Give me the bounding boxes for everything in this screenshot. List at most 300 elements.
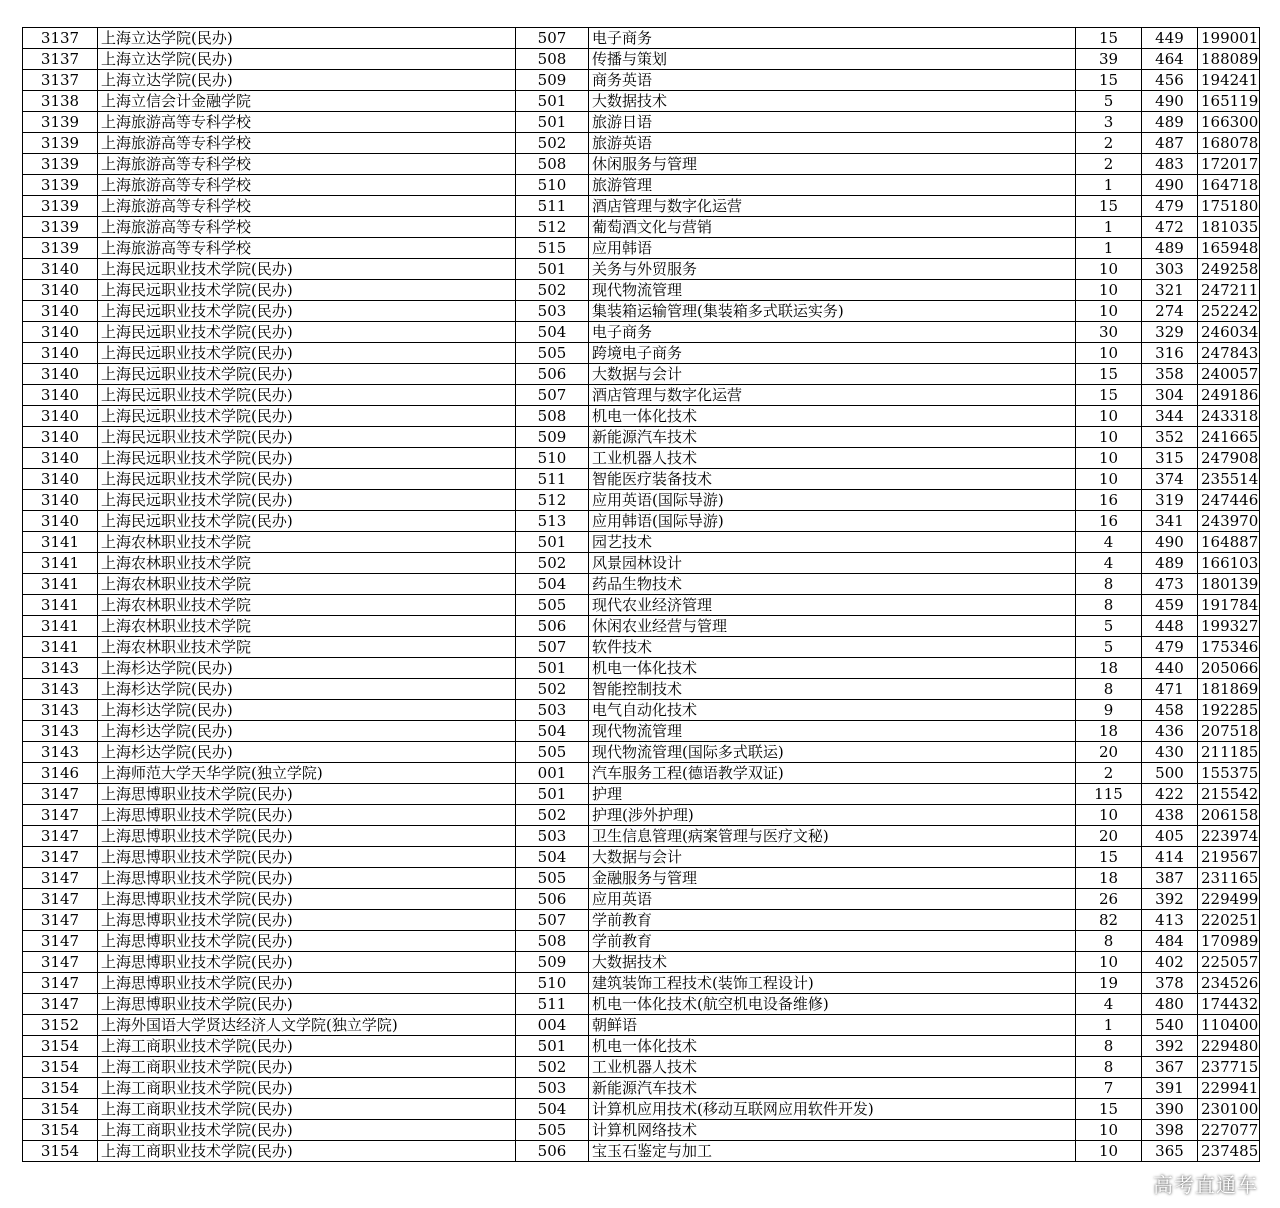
school-name-cell: 上海工商职业技术学院(民办)	[98, 1036, 516, 1057]
major-code-cell: 507	[516, 910, 589, 931]
school-code-cell: 3137	[23, 70, 98, 91]
rank-cell: 243970	[1198, 511, 1260, 532]
school-code-cell: 3143	[23, 679, 98, 700]
min-score-cell: 365	[1142, 1141, 1198, 1162]
table-row	[23, 826, 1260, 847]
school-name-cell: 上海民远职业技术学院(民办)	[98, 385, 516, 406]
rank-cell: 243318	[1198, 406, 1260, 427]
school-name-cell: 上海旅游高等专科学校	[98, 133, 516, 154]
major-code-cell: 509	[516, 952, 589, 973]
table-row	[23, 259, 1260, 280]
school-name-cell: 上海杉达学院(民办)	[98, 742, 516, 763]
plan-count-cell: 1	[1076, 217, 1142, 238]
school-code-cell: 3154	[23, 1057, 98, 1078]
plan-count-cell: 16	[1076, 490, 1142, 511]
table-row	[23, 952, 1260, 973]
plan-count-cell: 39	[1076, 49, 1142, 70]
major-name-cell: 金融服务与管理	[589, 868, 1076, 889]
major-code-cell: 504	[516, 721, 589, 742]
plan-count-cell: 2	[1076, 133, 1142, 154]
school-name-cell: 上海农林职业技术学院	[98, 637, 516, 658]
plan-count-cell: 8	[1076, 679, 1142, 700]
school-name-cell: 上海思博职业技术学院(民办)	[98, 868, 516, 889]
table-row	[23, 406, 1260, 427]
major-code-cell: 515	[516, 238, 589, 259]
major-code-cell: 502	[516, 679, 589, 700]
school-name-cell: 上海民远职业技术学院(民办)	[98, 259, 516, 280]
major-code-cell: 501	[516, 658, 589, 679]
major-name-cell: 新能源汽车技术	[589, 1078, 1076, 1099]
major-name-cell: 宝玉石鉴定与加工	[589, 1141, 1076, 1162]
watermark: 高考直通车	[1153, 1173, 1258, 1197]
school-code-cell: 3140	[23, 469, 98, 490]
school-name-cell: 上海思博职业技术学院(民办)	[98, 805, 516, 826]
school-code-cell: 3141	[23, 616, 98, 637]
rank-cell: 229499	[1198, 889, 1260, 910]
major-name-cell: 智能医疗装备技术	[589, 469, 1076, 490]
table-row	[23, 133, 1260, 154]
rank-cell: 174432	[1198, 994, 1260, 1015]
major-code-cell: 504	[516, 574, 589, 595]
major-code-cell: 501	[516, 1036, 589, 1057]
school-name-cell: 上海杉达学院(民办)	[98, 679, 516, 700]
major-name-cell: 机电一体化技术(航空机电设备维修)	[589, 994, 1076, 1015]
min-score-cell: 489	[1142, 112, 1198, 133]
min-score-cell: 319	[1142, 490, 1198, 511]
school-name-cell: 上海旅游高等专科学校	[98, 175, 516, 196]
rank-cell: 249258	[1198, 259, 1260, 280]
min-score-cell: 438	[1142, 805, 1198, 826]
min-score-cell: 489	[1142, 553, 1198, 574]
table-row	[23, 301, 1260, 322]
school-name-cell: 上海旅游高等专科学校	[98, 196, 516, 217]
table-row	[23, 469, 1260, 490]
plan-count-cell: 7	[1076, 1078, 1142, 1099]
school-code-cell: 3147	[23, 868, 98, 889]
rank-cell: 249186	[1198, 385, 1260, 406]
plan-count-cell: 10	[1076, 469, 1142, 490]
school-code-cell: 3143	[23, 742, 98, 763]
school-code-cell: 3147	[23, 826, 98, 847]
min-score-cell: 490	[1142, 175, 1198, 196]
rank-cell: 215542	[1198, 784, 1260, 805]
table-row	[23, 868, 1260, 889]
major-code-cell: 510	[516, 175, 589, 196]
plan-count-cell: 8	[1076, 1036, 1142, 1057]
plan-count-cell: 18	[1076, 868, 1142, 889]
school-code-cell: 3140	[23, 427, 98, 448]
major-code-cell: 503	[516, 826, 589, 847]
min-score-cell: 374	[1142, 469, 1198, 490]
school-code-cell: 3139	[23, 196, 98, 217]
school-code-cell: 3154	[23, 1099, 98, 1120]
school-name-cell: 上海民远职业技术学院(民办)	[98, 511, 516, 532]
major-code-cell: 505	[516, 1120, 589, 1141]
school-name-cell: 上海民远职业技术学院(民办)	[98, 490, 516, 511]
school-code-cell: 3140	[23, 259, 98, 280]
plan-count-cell: 15	[1076, 70, 1142, 91]
min-score-cell: 405	[1142, 826, 1198, 847]
school-code-cell: 3147	[23, 805, 98, 826]
school-name-cell: 上海思博职业技术学院(民办)	[98, 910, 516, 931]
major-name-cell: 卫生信息管理(病案管理与医疗文秘)	[589, 826, 1076, 847]
rank-cell: 205066	[1198, 658, 1260, 679]
plan-count-cell: 5	[1076, 616, 1142, 637]
min-score-cell: 540	[1142, 1015, 1198, 1036]
school-code-cell: 3140	[23, 322, 98, 343]
table-row	[23, 595, 1260, 616]
table-row	[23, 616, 1260, 637]
min-score-cell: 473	[1142, 574, 1198, 595]
major-code-cell: 513	[516, 511, 589, 532]
table-row	[23, 721, 1260, 742]
plan-count-cell: 4	[1076, 532, 1142, 553]
table-row	[23, 238, 1260, 259]
major-code-cell: 506	[516, 889, 589, 910]
major-name-cell: 朝鲜语	[589, 1015, 1076, 1036]
rank-cell: 166300	[1198, 112, 1260, 133]
table-row	[23, 784, 1260, 805]
school-name-cell: 上海旅游高等专科学校	[98, 217, 516, 238]
major-code-cell: 506	[516, 616, 589, 637]
rank-cell: 220251	[1198, 910, 1260, 931]
table-row	[23, 973, 1260, 994]
major-code-cell: 504	[516, 1099, 589, 1120]
min-score-cell: 430	[1142, 742, 1198, 763]
school-code-cell: 3140	[23, 343, 98, 364]
major-name-cell: 应用英语	[589, 889, 1076, 910]
school-name-cell: 上海工商职业技术学院(民办)	[98, 1078, 516, 1099]
min-score-cell: 352	[1142, 427, 1198, 448]
school-name-cell: 上海农林职业技术学院	[98, 574, 516, 595]
plan-count-cell: 1	[1076, 175, 1142, 196]
rank-cell: 168078	[1198, 133, 1260, 154]
min-score-cell: 378	[1142, 973, 1198, 994]
plan-count-cell: 1	[1076, 238, 1142, 259]
rank-cell: 166103	[1198, 553, 1260, 574]
rank-cell: 235514	[1198, 469, 1260, 490]
plan-count-cell: 10	[1076, 427, 1142, 448]
major-name-cell: 机电一体化技术	[589, 658, 1076, 679]
plan-count-cell: 8	[1076, 1057, 1142, 1078]
min-score-cell: 472	[1142, 217, 1198, 238]
table-row	[23, 175, 1260, 196]
table-row	[23, 91, 1260, 112]
plan-count-cell: 20	[1076, 826, 1142, 847]
major-code-cell: 501	[516, 112, 589, 133]
rank-cell: 175346	[1198, 637, 1260, 658]
table-row	[23, 490, 1260, 511]
rank-cell: 191784	[1198, 595, 1260, 616]
school-name-cell: 上海杉达学院(民办)	[98, 721, 516, 742]
school-name-cell: 上海旅游高等专科学校	[98, 112, 516, 133]
min-score-cell: 329	[1142, 322, 1198, 343]
min-score-cell: 316	[1142, 343, 1198, 364]
major-name-cell: 工业机器人技术	[589, 1057, 1076, 1078]
school-name-cell: 上海农林职业技术学院	[98, 595, 516, 616]
plan-count-cell: 10	[1076, 1120, 1142, 1141]
school-name-cell: 上海民远职业技术学院(民办)	[98, 280, 516, 301]
school-name-cell: 上海工商职业技术学院(民办)	[98, 1120, 516, 1141]
school-code-cell: 3139	[23, 175, 98, 196]
major-name-cell: 园艺技术	[589, 532, 1076, 553]
rank-cell: 164718	[1198, 175, 1260, 196]
plan-count-cell: 15	[1076, 1099, 1142, 1120]
min-score-cell: 440	[1142, 658, 1198, 679]
min-score-cell: 413	[1142, 910, 1198, 931]
major-name-cell: 集装箱运输管理(集装箱多式联运实务)	[589, 301, 1076, 322]
major-name-cell: 智能控制技术	[589, 679, 1076, 700]
plan-count-cell: 19	[1076, 973, 1142, 994]
plan-count-cell: 8	[1076, 574, 1142, 595]
major-code-cell: 510	[516, 973, 589, 994]
rank-cell: 247211	[1198, 280, 1260, 301]
table-row	[23, 742, 1260, 763]
plan-count-cell: 20	[1076, 742, 1142, 763]
major-name-cell: 大数据技术	[589, 952, 1076, 973]
major-code-cell: 504	[516, 322, 589, 343]
table-row	[23, 280, 1260, 301]
table-row	[23, 574, 1260, 595]
school-code-cell: 3138	[23, 91, 98, 112]
plan-count-cell: 10	[1076, 952, 1142, 973]
plan-count-cell: 5	[1076, 637, 1142, 658]
plan-count-cell: 10	[1076, 805, 1142, 826]
min-score-cell: 341	[1142, 511, 1198, 532]
major-name-cell: 酒店管理与数字化运营	[589, 196, 1076, 217]
min-score-cell: 321	[1142, 280, 1198, 301]
school-code-cell: 3154	[23, 1120, 98, 1141]
major-name-cell: 电气自动化技术	[589, 700, 1076, 721]
school-name-cell: 上海杉达学院(民办)	[98, 700, 516, 721]
table-row	[23, 322, 1260, 343]
min-score-cell: 387	[1142, 868, 1198, 889]
rank-cell: 240057	[1198, 364, 1260, 385]
rank-cell: 192285	[1198, 700, 1260, 721]
plan-count-cell: 4	[1076, 994, 1142, 1015]
school-code-cell: 3139	[23, 112, 98, 133]
school-code-cell: 3152	[23, 1015, 98, 1036]
major-name-cell: 葡萄酒文化与营销	[589, 217, 1076, 238]
major-name-cell: 建筑装饰工程技术(装饰工程设计)	[589, 973, 1076, 994]
min-score-cell: 479	[1142, 196, 1198, 217]
table-row	[23, 658, 1260, 679]
table-row	[23, 679, 1260, 700]
table-row	[23, 427, 1260, 448]
table-row	[23, 532, 1260, 553]
table-row	[23, 1078, 1260, 1099]
rank-cell: 247446	[1198, 490, 1260, 511]
table-row	[23, 847, 1260, 868]
major-name-cell: 机电一体化技术	[589, 406, 1076, 427]
major-name-cell: 电子商务	[589, 28, 1076, 49]
school-code-cell: 3146	[23, 763, 98, 784]
major-code-cell: 508	[516, 931, 589, 952]
major-code-cell: 510	[516, 448, 589, 469]
admission-table	[22, 27, 1260, 1162]
min-score-cell: 490	[1142, 91, 1198, 112]
major-name-cell: 大数据与会计	[589, 364, 1076, 385]
major-code-cell: 507	[516, 637, 589, 658]
rank-cell: 199327	[1198, 616, 1260, 637]
rank-cell: 206158	[1198, 805, 1260, 826]
major-code-cell: 503	[516, 301, 589, 322]
table-row	[23, 1141, 1260, 1162]
school-name-cell: 上海农林职业技术学院	[98, 553, 516, 574]
table-row	[23, 889, 1260, 910]
rank-cell: 164887	[1198, 532, 1260, 553]
school-name-cell: 上海民远职业技术学院(民办)	[98, 448, 516, 469]
rank-cell: 165119	[1198, 91, 1260, 112]
school-code-cell: 3154	[23, 1141, 98, 1162]
plan-count-cell: 30	[1076, 322, 1142, 343]
plan-count-cell: 5	[1076, 91, 1142, 112]
rank-cell: 223974	[1198, 826, 1260, 847]
school-code-cell: 3139	[23, 217, 98, 238]
table-row	[23, 196, 1260, 217]
rank-cell: 234526	[1198, 973, 1260, 994]
major-code-cell: 509	[516, 427, 589, 448]
major-name-cell: 大数据技术	[589, 91, 1076, 112]
school-name-cell: 上海师范大学天华学院(独立学院)	[98, 763, 516, 784]
major-name-cell: 应用韩语(国际导游)	[589, 511, 1076, 532]
plan-count-cell: 2	[1076, 154, 1142, 175]
plan-count-cell: 10	[1076, 343, 1142, 364]
major-code-cell: 508	[516, 406, 589, 427]
major-name-cell: 风景园林设计	[589, 553, 1076, 574]
school-name-cell: 上海思博职业技术学院(民办)	[98, 889, 516, 910]
major-name-cell: 应用英语(国际导游)	[589, 490, 1076, 511]
rank-cell: 246034	[1198, 322, 1260, 343]
rank-cell: 247843	[1198, 343, 1260, 364]
min-score-cell: 500	[1142, 763, 1198, 784]
school-name-cell: 上海民远职业技术学院(民办)	[98, 427, 516, 448]
table-row	[23, 805, 1260, 826]
table-row	[23, 994, 1260, 1015]
table-row	[23, 511, 1260, 532]
plan-count-cell: 15	[1076, 847, 1142, 868]
plan-count-cell: 10	[1076, 1141, 1142, 1162]
rank-cell: 227077	[1198, 1120, 1260, 1141]
min-score-cell: 489	[1142, 238, 1198, 259]
major-name-cell: 现代农业经济管理	[589, 595, 1076, 616]
min-score-cell: 484	[1142, 931, 1198, 952]
rank-cell: 225057	[1198, 952, 1260, 973]
plan-count-cell: 10	[1076, 259, 1142, 280]
school-name-cell: 上海民远职业技术学院(民办)	[98, 364, 516, 385]
major-code-cell: 511	[516, 196, 589, 217]
plan-count-cell: 4	[1076, 553, 1142, 574]
major-code-cell: 502	[516, 133, 589, 154]
major-code-cell: 509	[516, 70, 589, 91]
school-code-cell: 3154	[23, 1036, 98, 1057]
table-row	[23, 1099, 1260, 1120]
major-name-cell: 现代物流管理	[589, 721, 1076, 742]
school-name-cell: 上海杉达学院(民办)	[98, 658, 516, 679]
school-code-cell: 3154	[23, 1078, 98, 1099]
school-code-cell: 3147	[23, 931, 98, 952]
school-name-cell: 上海思博职业技术学院(民办)	[98, 952, 516, 973]
plan-count-cell: 9	[1076, 700, 1142, 721]
school-name-cell: 上海外国语大学贤达经济人文学院(独立学院)	[98, 1015, 516, 1036]
major-code-cell: 511	[516, 469, 589, 490]
min-score-cell: 479	[1142, 637, 1198, 658]
rank-cell: 194241	[1198, 70, 1260, 91]
major-name-cell: 工业机器人技术	[589, 448, 1076, 469]
major-code-cell: 512	[516, 490, 589, 511]
rank-cell: 188089	[1198, 49, 1260, 70]
school-code-cell: 3141	[23, 532, 98, 553]
school-name-cell: 上海工商职业技术学院(民办)	[98, 1099, 516, 1120]
table-row	[23, 1015, 1260, 1036]
rank-cell: 231165	[1198, 868, 1260, 889]
major-name-cell: 商务英语	[589, 70, 1076, 91]
major-name-cell: 汽车服务工程(德语教学双证)	[589, 763, 1076, 784]
min-score-cell: 402	[1142, 952, 1198, 973]
table-row	[23, 343, 1260, 364]
school-code-cell: 3140	[23, 406, 98, 427]
school-name-cell: 上海思博职业技术学院(民办)	[98, 826, 516, 847]
plan-count-cell: 18	[1076, 658, 1142, 679]
major-name-cell: 休闲农业经营与管理	[589, 616, 1076, 637]
major-code-cell: 503	[516, 1078, 589, 1099]
school-code-cell: 3143	[23, 721, 98, 742]
school-code-cell: 3141	[23, 595, 98, 616]
major-code-cell: 502	[516, 805, 589, 826]
plan-count-cell: 10	[1076, 301, 1142, 322]
major-name-cell: 休闲服务与管理	[589, 154, 1076, 175]
school-code-cell: 3139	[23, 154, 98, 175]
major-name-cell: 酒店管理与数字化运营	[589, 385, 1076, 406]
table-row	[23, 637, 1260, 658]
plan-count-cell: 8	[1076, 595, 1142, 616]
school-name-cell: 上海思博职业技术学院(民办)	[98, 973, 516, 994]
min-score-cell: 422	[1142, 784, 1198, 805]
school-code-cell: 3140	[23, 280, 98, 301]
plan-count-cell: 10	[1076, 406, 1142, 427]
school-name-cell: 上海旅游高等专科学校	[98, 238, 516, 259]
major-code-cell: 506	[516, 364, 589, 385]
table-row	[23, 217, 1260, 238]
major-code-cell: 502	[516, 1057, 589, 1078]
major-code-cell: 511	[516, 994, 589, 1015]
school-code-cell: 3140	[23, 364, 98, 385]
plan-count-cell: 15	[1076, 385, 1142, 406]
min-score-cell: 315	[1142, 448, 1198, 469]
min-score-cell: 367	[1142, 1057, 1198, 1078]
rank-cell: 241665	[1198, 427, 1260, 448]
min-score-cell: 471	[1142, 679, 1198, 700]
school-code-cell: 3139	[23, 133, 98, 154]
min-score-cell: 456	[1142, 70, 1198, 91]
plan-count-cell: 15	[1076, 364, 1142, 385]
school-code-cell: 3140	[23, 301, 98, 322]
major-code-cell: 501	[516, 259, 589, 280]
table-body	[23, 28, 1260, 1162]
major-name-cell: 旅游管理	[589, 175, 1076, 196]
table-row	[23, 154, 1260, 175]
rank-cell: 170989	[1198, 931, 1260, 952]
major-name-cell: 学前教育	[589, 910, 1076, 931]
major-name-cell: 关务与外贸服务	[589, 259, 1076, 280]
table-row	[23, 28, 1260, 49]
school-name-cell: 上海工商职业技术学院(民办)	[98, 1057, 516, 1078]
school-code-cell: 3147	[23, 784, 98, 805]
school-code-cell: 3140	[23, 385, 98, 406]
major-name-cell: 跨境电子商务	[589, 343, 1076, 364]
school-code-cell: 3139	[23, 238, 98, 259]
min-score-cell: 392	[1142, 889, 1198, 910]
